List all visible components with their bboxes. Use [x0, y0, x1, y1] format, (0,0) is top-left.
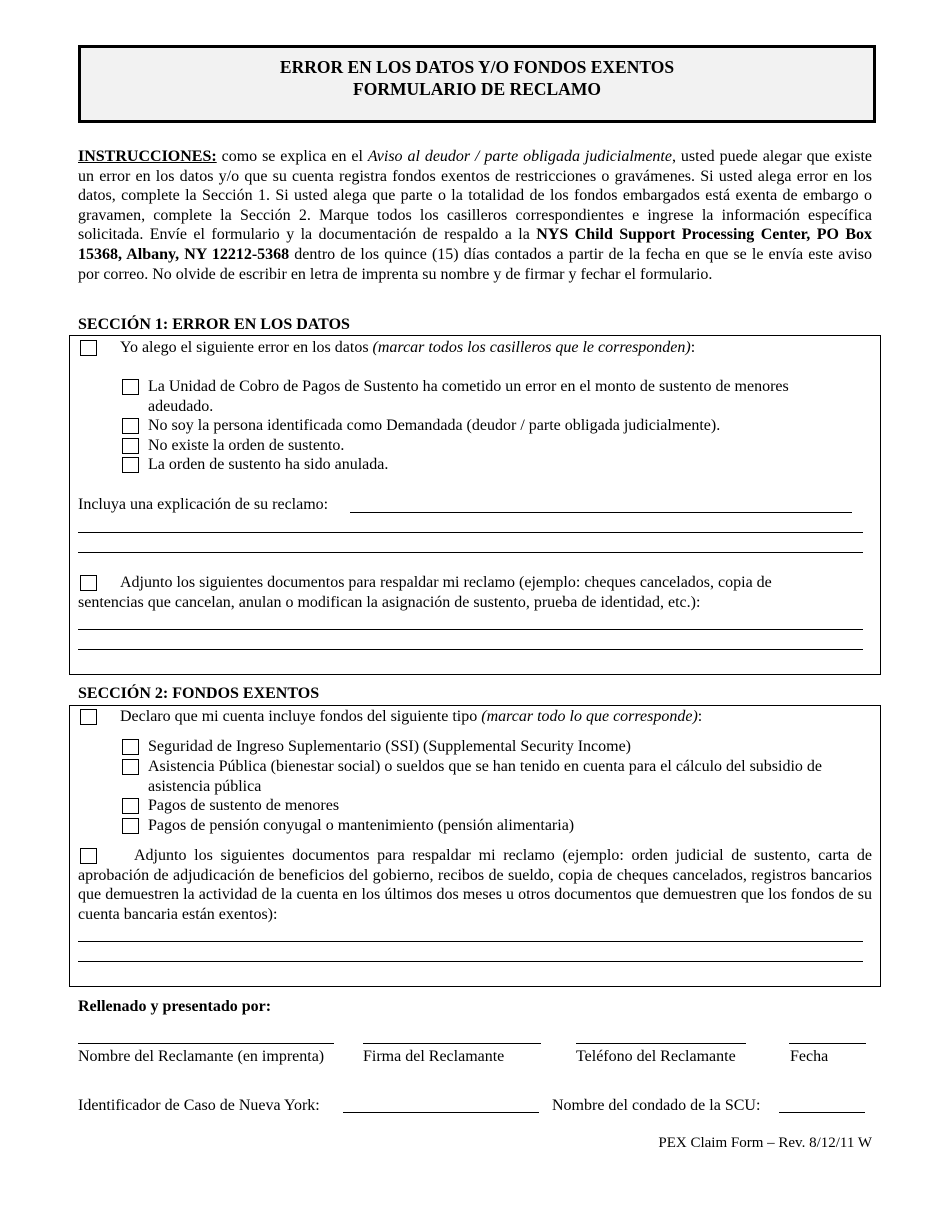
claimant-name-line[interactable] — [78, 1043, 334, 1044]
section2-heading: SECCIÓN 2: FONDOS EXENTOS — [78, 685, 320, 702]
section1-option1-line2: adeudado. — [148, 398, 214, 415]
instructions-paragraph — [78, 147, 872, 284]
section2-option3-checkbox[interactable] — [122, 798, 139, 814]
section1-option3-checkbox[interactable] — [122, 438, 139, 454]
section2-attach-line-2[interactable] — [78, 961, 863, 962]
section1-option2-checkbox[interactable] — [122, 418, 139, 434]
section2-option3-label: Pagos de sustento de menores — [148, 797, 340, 814]
section1-option2-label: No soy la persona identificada como Demandada (deudor / parte obligada judicialmente). — [148, 417, 721, 434]
section1-attach-line-1[interactable] — [78, 629, 863, 630]
section2-main-colon: : — [697, 708, 703, 725]
section1-explanation-line-2[interactable] — [78, 532, 863, 533]
section2-main-checkbox[interactable] — [80, 709, 97, 725]
claimant-phone-label: Teléfono del Reclamante — [576, 1048, 736, 1065]
section2-option2-line1: Asistencia Pública (bienestar social) o sueldos que se han tenido en cuenta para el cálculo del subsidio de — [148, 758, 823, 775]
section1-main-text: Yo alego el siguiente error en los datos — [120, 339, 373, 356]
section1-option1-checkbox[interactable] — [122, 379, 139, 395]
section2-option2-checkbox[interactable] — [122, 759, 139, 775]
form-title-box — [78, 45, 876, 123]
instructions-notice-title: Aviso al deudor / parte obligada judicialmente — [367, 148, 672, 165]
section1-attach-line-2[interactable] — [78, 649, 863, 650]
section1-option4-label: La orden de sustento ha sido anulada. — [148, 456, 389, 473]
section2-option1-checkbox[interactable] — [122, 739, 139, 755]
section2-option1-label: Seguridad de Ingreso Suplementario (SSI) (Supplemental Security Income) — [148, 738, 631, 755]
section1-main-colon: : — [690, 339, 696, 356]
date-label: Fecha — [790, 1048, 829, 1065]
instructions-address: NYS Child Support Processing Center, PO Box 15368, Albany, NY 12212-5368 — [78, 226, 872, 263]
signature-heading: Rellenado y presentado por: — [78, 998, 272, 1015]
section1-explanation-line-3[interactable] — [78, 552, 863, 553]
section1-option1-line1: La Unidad de Cobro de Pagos de Sustento ha cometido un error en el monto de sustento de menores — [148, 378, 789, 395]
section1-main-statement — [120, 338, 695, 357]
section2-main-statement — [120, 707, 702, 726]
form-title-line2: FORMULARIO DE RECLAMO — [353, 79, 601, 99]
instructions-text-2: , usted puede alegar que existe un error en los datos y/o que su cuenta registra fondos exentos de restricciones o gravámenes. Si usted alega error en los datos, complete la Sección 1. Si usted alega que parte o la totalidad de los fondos embargados está exenta de embargo o gravamen, complete la Sección 2. Marque todos los casilleros correspondientes e ingrese la información específica solicitada. Envíe el formulario y la documentación de respaldo a la — [78, 148, 873, 244]
form-revision: PEX Claim Form – Rev. 8/12/11 W — [658, 1135, 872, 1151]
section2-option4-checkbox[interactable] — [122, 818, 139, 834]
case-id-line[interactable] — [343, 1112, 539, 1113]
date-line[interactable] — [789, 1043, 866, 1044]
claimant-phone-line[interactable] — [576, 1043, 746, 1044]
section1-attach-line1: Adjunto los siguientes documentos para respaldar mi reclamo (ejemplo: cheques cancelados, copia de — [120, 574, 772, 591]
instructions-text-1: como se explica en el — [216, 148, 368, 165]
section1-option3-label: No existe la orden de sustento. — [148, 437, 345, 454]
section2-option4-label: Pagos de pensión conyugal o mantenimiento (pensión alimentaria) — [148, 817, 575, 834]
form-title-line1: ERROR EN LOS DATOS Y/O FONDOS EXENTOS — [279, 57, 675, 77]
section2-main-text: Declaro que mi cuenta incluye fondos del siguiente tipo — [120, 708, 482, 725]
section1-heading: SECCIÓN 1: ERROR EN LOS DATOS — [78, 316, 350, 333]
section1-attach-line2: sentencias que cancelan, anulan o modifican la asignación de sustento, prueba de identidad, etc.): — [78, 594, 701, 611]
instructions-text-3: dentro de los quince (15) días contados a partir de la fecha en que se le envía este aviso por correo. No olvide de escribir en letra de imprenta su nombre y de firmar y fechar el formulario. — [78, 245, 873, 283]
case-id-label: Identificador de Caso de Nueva York: — [78, 1097, 320, 1114]
section2-option2-line2: asistencia pública — [148, 778, 262, 795]
county-line[interactable] — [779, 1112, 865, 1113]
instructions-label: INSTRUCCIONES: — [78, 148, 217, 165]
section1-option4-checkbox[interactable] — [122, 457, 139, 473]
section2-main-hint: (marcar todo lo que corresponde) — [481, 708, 698, 725]
claimant-signature-line[interactable] — [363, 1043, 541, 1044]
county-label: Nombre del condado de la SCU: — [552, 1097, 761, 1114]
section1-explanation-line-1[interactable] — [350, 512, 852, 513]
section1-main-hint: (marcar todos los casilleros que le corresponden) — [372, 339, 691, 356]
claimant-signature-label: Firma del Reclamante — [363, 1048, 505, 1065]
claimant-name-label: Nombre del Reclamante (en imprenta) — [78, 1048, 325, 1065]
section1-main-checkbox[interactable] — [80, 340, 97, 356]
section2-attach-line-1[interactable] — [78, 941, 863, 942]
section2-attach-text: Adjunto los siguientes documentos para respaldar mi reclamo (ejemplo: orden judicial de sustento, carta de aprobación de adjudicación de beneficios del gobierno, recibos de sueldo, copia de cheques cancelados, registros bancarios que demuestren la actividad de la cuenta en los últimos dos meses u otros documentos que demuestren que los fondos de su cuenta bancaria están exentos): — [78, 847, 872, 923]
section1-attach-checkbox[interactable] — [80, 575, 97, 591]
section1-explanation-label: Incluya una explicación de su reclamo: — [78, 496, 329, 513]
